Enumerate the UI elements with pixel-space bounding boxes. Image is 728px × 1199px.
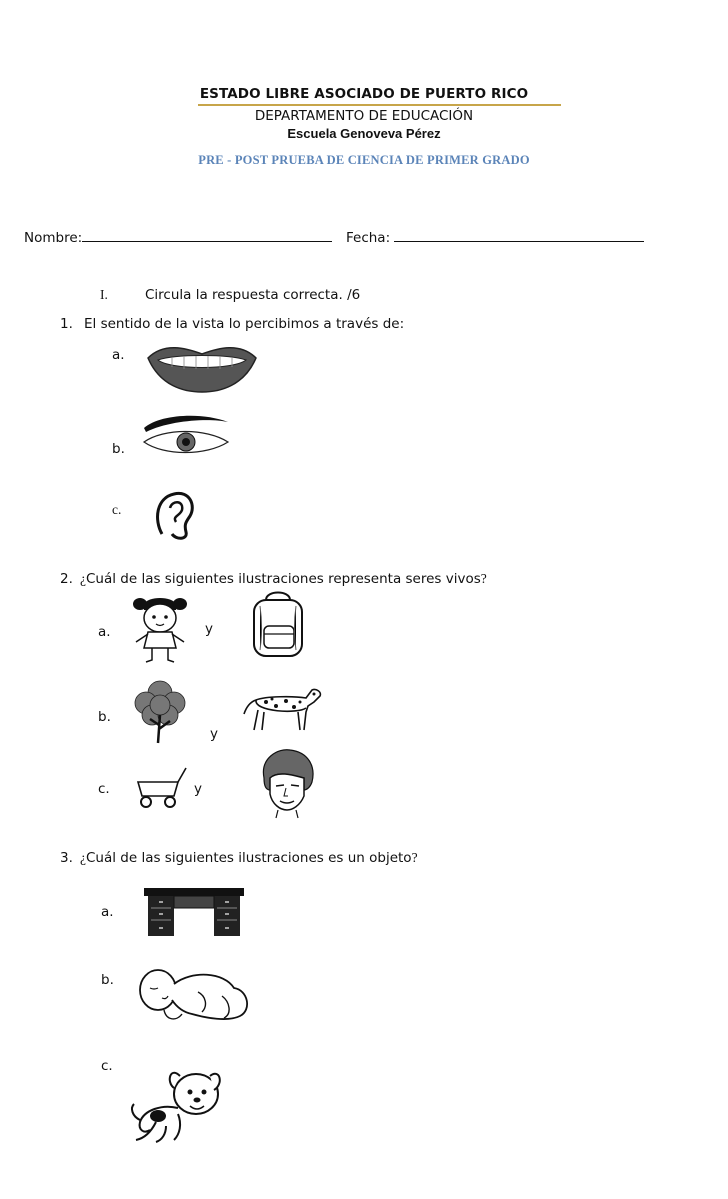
q3-close-question-mark: ? xyxy=(411,850,418,865)
tree-icon[interactable] xyxy=(132,679,188,745)
header-divider xyxy=(198,104,561,106)
mouth-icon[interactable] xyxy=(146,342,258,394)
question-2-number: 2. xyxy=(60,571,73,587)
test-title: PRE - POST PRUEBA DE CIENCIA DE PRIMER GRADO xyxy=(198,153,530,167)
question-3-text xyxy=(80,850,418,866)
q3-open-question-mark: ¿ xyxy=(80,850,86,865)
q2-option-c-letter[interactable]: c. xyxy=(98,781,110,797)
question-1-number: 1. xyxy=(60,316,73,332)
q2-open-question-mark: ¿ xyxy=(80,571,86,586)
header-line-2: DEPARTAMENTO DE EDUCACIÓN xyxy=(254,108,474,124)
desk-icon[interactable] xyxy=(144,888,244,938)
girl-icon[interactable] xyxy=(132,596,188,666)
q2-question-text: Cuál de las siguientes ilustraciones representa seres vivos xyxy=(86,571,481,587)
name-label: Nombre: xyxy=(24,230,83,246)
school-name: Escuela Genoveva Pérez xyxy=(287,126,441,141)
q1-option-b-letter[interactable]: b. xyxy=(112,441,125,457)
sleeping-baby-icon[interactable] xyxy=(136,962,254,1028)
ear-icon[interactable] xyxy=(150,488,200,542)
q2-option-a-joiner: y xyxy=(205,621,213,637)
q1-option-c-letter[interactable]: c. xyxy=(112,502,122,517)
question-2-text xyxy=(80,571,487,587)
eye-icon[interactable] xyxy=(140,412,232,458)
q1-option-a-letter[interactable]: a. xyxy=(112,347,125,363)
q2-option-c-joiner: y xyxy=(194,781,202,797)
header-line-1: ESTADO LIBRE ASOCIADO DE PUERTO RICO xyxy=(199,86,529,102)
q3-option-a-letter[interactable]: a. xyxy=(101,904,114,920)
q2-option-b-joiner: y xyxy=(210,726,218,742)
puppy-icon[interactable] xyxy=(126,1064,226,1146)
q2-option-b-letter[interactable]: b. xyxy=(98,709,111,725)
q3-question-text: Cuál de las siguientes ilustraciones es un objeto xyxy=(86,850,412,866)
woman-face-icon[interactable] xyxy=(256,748,318,818)
q2-option-a-letter[interactable]: a. xyxy=(98,624,111,640)
q3-option-c-letter[interactable]: c. xyxy=(101,1058,113,1074)
backpack-icon[interactable] xyxy=(244,590,312,660)
question-3-number: 3. xyxy=(60,850,73,866)
q3-option-b-letter[interactable]: b. xyxy=(101,972,114,988)
section-numeral: I. xyxy=(100,287,108,302)
q2-close-question-mark: ? xyxy=(480,571,487,586)
name-blank-line[interactable] xyxy=(82,228,332,242)
question-1-text: El sentido de la vista lo percibimos a través de: xyxy=(84,316,405,332)
dalmatian-dog-icon[interactable] xyxy=(242,686,324,732)
section-instruction: Circula la respuesta correcta. /6 xyxy=(145,287,361,303)
name-field[interactable] xyxy=(24,228,332,246)
date-blank-line[interactable] xyxy=(394,228,644,242)
wagon-icon[interactable] xyxy=(134,766,192,810)
date-field[interactable] xyxy=(346,228,644,246)
date-label: Fecha: xyxy=(346,230,395,246)
